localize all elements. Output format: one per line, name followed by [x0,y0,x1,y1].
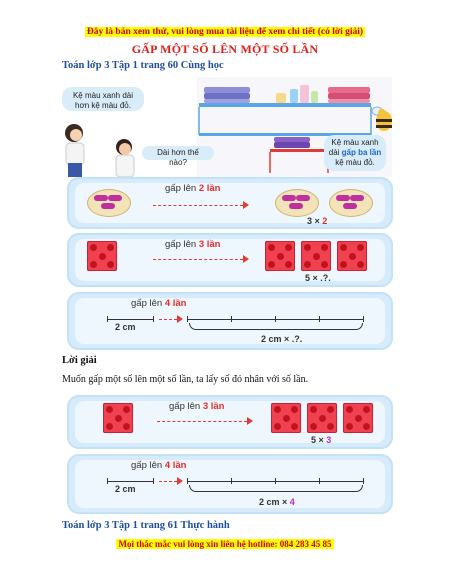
dotted-square [271,403,301,433]
arrow-head-icon [243,255,249,263]
solution-heading: Lời giải [62,355,97,366]
example-panel-1 [67,177,393,229]
arrow-head-icon [243,201,249,209]
solution-panel-2 [67,454,393,514]
dashed-arrow [157,421,247,422]
segment-length-label: 2 cm [115,484,136,494]
dotted-square [307,403,337,433]
dotted-square [337,241,367,271]
dotted-square [265,241,295,271]
candy-plate [275,189,319,217]
preview-notice: Đây là bản xem thử, vui lòng mua tài liệu để xem chi tiết (có lời giải) [86,27,364,37]
speech-bubble-girl: Kệ màu xanh dài hơn kệ màu đỏ. [62,87,144,111]
dotted-square [103,403,133,433]
example-panel-3 [67,292,393,350]
length-brace [189,485,363,492]
arrow-head-icon [177,315,183,323]
page-title: GẤP MỘT SỐ LÊN MỘT SỐ LẦN [131,42,319,56]
dashed-arrow [159,481,177,482]
dotted-square [301,241,331,271]
speech-bubble-bee: Kệ màu xanh dài gấp ba lần kệ màu đỏ. [324,135,386,171]
solution-panel-1 [67,395,393,449]
multiplication-expression: 2 cm × .?. [261,334,303,344]
dashed-arrow [153,205,243,206]
arrow-head-icon [247,417,253,425]
dotted-square [87,241,117,271]
short-segment [107,319,153,320]
scale-label: gấp lên 4 lần [131,298,187,309]
illustration-scene [62,77,392,177]
multiplication-expression: 2 cm × 4 [259,497,295,507]
example-panel-2 [67,233,393,287]
short-segment [107,481,153,482]
hotline-notice: Mọi thắc mắc vui lòng xin liên hệ hotline: 084 283 45 85 [118,539,332,549]
candy-plate [87,189,131,217]
dashed-arrow [153,259,243,260]
section-heading-thuc-hanh: Toán lớp 3 Tập 1 trang 61 Thực hành [62,520,230,531]
scale-label: gấp lên 4 lần [131,460,187,471]
candy-plate [329,189,373,217]
solution-text: Muốn gấp một số lên một số lần, ta lấy số đó nhân với số lần. [62,374,309,385]
segment-length-label: 2 cm [115,322,136,332]
multiplication-expression: 3 × 2 [307,216,328,226]
dashed-arrow [159,319,177,320]
multiplication-expression: 5 × .?. [305,273,331,283]
scale-label: gấp lên 3 lần [169,401,225,412]
section-heading-cung-hoc: Toán lớp 3 Tập 1 trang 60 Cùng học [62,60,224,71]
length-brace [189,323,363,330]
speech-bubble-boy: Dài hơn thế nào? [142,146,214,160]
arrow-head-icon [177,477,183,485]
scale-label: gấp lên 3 lần [165,239,221,250]
multiplication-expression: 5 × 3 [311,435,332,445]
scale-label: gấp lên 2 lần [165,183,221,194]
dotted-square [343,403,373,433]
